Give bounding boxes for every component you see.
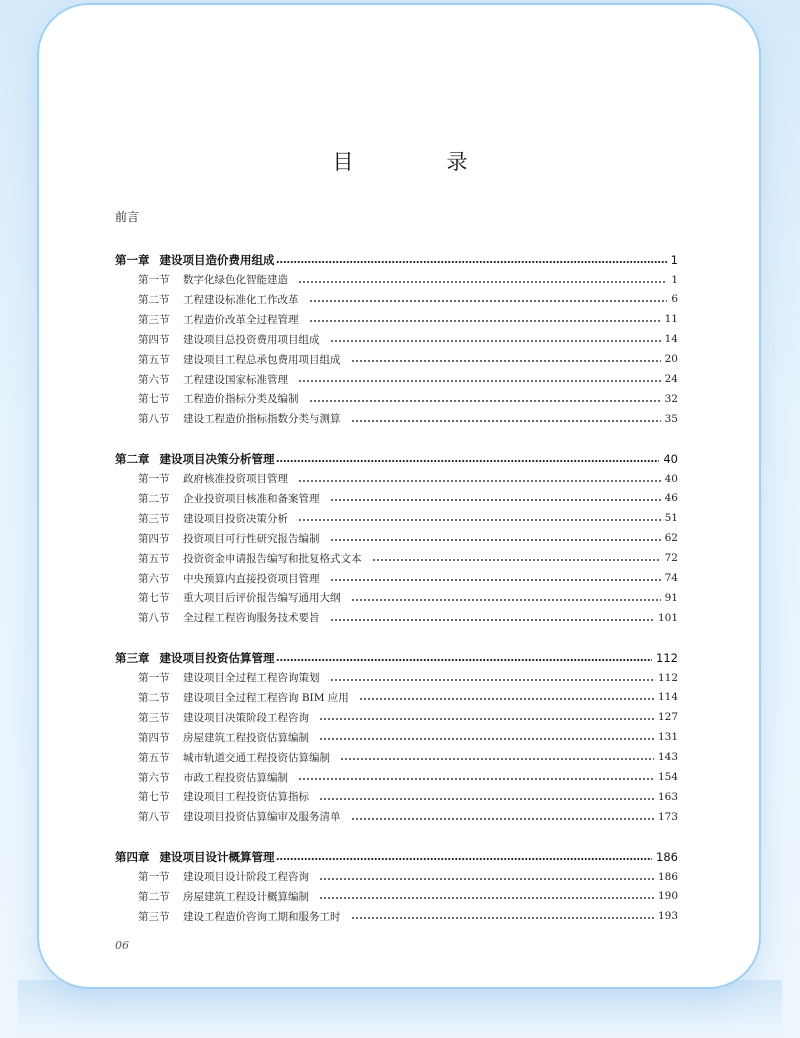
toc-section-row [115, 369, 678, 389]
section-page: 74 [664, 572, 678, 584]
section-number: 第一节 [138, 672, 170, 684]
toc-section-row [115, 270, 678, 290]
chapter-page: 40 [663, 452, 678, 466]
leader-dots [298, 508, 661, 528]
toc-section-row [115, 608, 678, 628]
section-title: 市政工程投资估算编制 [183, 771, 288, 784]
section-title: 工程建设国家标准管理 [183, 373, 288, 386]
section-number: 第六节 [138, 572, 170, 585]
chapter-number: 第二章 [115, 452, 150, 466]
toc-section-row [115, 668, 678, 688]
leader-dots [319, 787, 654, 807]
toc-section-row [115, 747, 678, 767]
section-number: 第二节 [138, 691, 170, 704]
toc-section-row [115, 469, 678, 489]
section-page: 11 [664, 313, 678, 326]
chapter-title: 建设项目设计概算管理 [159, 850, 275, 864]
section-page: 173 [657, 810, 678, 823]
leader-dots [319, 707, 654, 727]
section-number: 第七节 [138, 592, 170, 605]
leader-dots [276, 648, 653, 668]
section-number: 第一节 [138, 274, 170, 286]
section-number: 第四节 [138, 532, 170, 545]
section-number: 第三节 [138, 910, 170, 923]
section-title: 建设项目全过程工程咨询 BIM 应用 [183, 691, 349, 704]
toc-section-row [115, 787, 678, 807]
leader-dots [309, 289, 668, 309]
section-page: 112 [657, 671, 678, 684]
leader-dots [319, 727, 654, 747]
leader-dots [330, 329, 661, 349]
leader-dots [298, 767, 654, 787]
section-title: 建设项目投资估算编审及服务清单 [183, 811, 341, 824]
section-page: 163 [657, 790, 678, 803]
section-page: 127 [657, 711, 678, 724]
section-title: 工程造价指标分类及编制 [183, 393, 299, 406]
toc-section-row [115, 886, 678, 906]
section-number: 第一节 [138, 871, 170, 883]
section-page: 24 [664, 373, 678, 385]
toc-section-row [115, 488, 678, 508]
toc-section-row [115, 687, 678, 707]
leader-dots [309, 309, 661, 329]
section-page: 32 [664, 392, 678, 405]
chapter-page: 186 [656, 850, 678, 864]
toc-chapter-row [115, 847, 678, 867]
section-number: 第七节 [138, 791, 170, 804]
section-number: 第五节 [138, 751, 170, 764]
chapter-title: 建设项目投资估算管理 [159, 651, 275, 665]
section-title: 建设项目全过程工程咨询策划 [183, 672, 320, 684]
chapter-title: 建设项目决策分析管理 [159, 452, 275, 466]
page-number: 06 [115, 939, 129, 952]
toc-section-row [115, 707, 678, 727]
toc-section-row [115, 548, 678, 568]
section-number: 第二节 [138, 890, 170, 903]
section-title: 全过程工程咨询服务技术要旨 [183, 612, 320, 625]
chapter-title: 建设项目造价费用组成 [159, 253, 275, 267]
chapter-number: 第三章 [115, 651, 150, 665]
section-title: 建设工程造价咨询工期和服务工时 [183, 910, 341, 923]
section-title: 工程造价改革全过程管理 [183, 313, 299, 326]
section-title: 投资资金申请报告编写和批复格式文本 [183, 552, 362, 565]
section-title: 数字化绿色化智能建造 [183, 274, 288, 286]
toc-section-row [115, 508, 678, 528]
section-title: 建设项目总投资费用项目组成 [183, 333, 320, 346]
leader-dots [298, 369, 661, 389]
toc-section-row [115, 906, 678, 926]
leader-dots [276, 250, 667, 270]
leader-dots [298, 469, 661, 489]
chapter-number: 第一章 [115, 253, 150, 267]
leader-dots [330, 608, 654, 628]
section-page: 91 [664, 591, 678, 604]
toc-chapter-row [115, 250, 678, 270]
leader-dots [351, 409, 661, 429]
chapter-page: 1 [670, 253, 678, 267]
section-page: 186 [657, 870, 678, 883]
section-number: 第二节 [138, 492, 170, 505]
toc-section-row [115, 867, 678, 887]
section-title: 企业投资项目核准和备案管理 [183, 492, 320, 505]
leader-dots [276, 847, 653, 867]
leader-dots [319, 867, 654, 887]
section-page: 35 [664, 412, 678, 425]
section-page: 14 [664, 333, 678, 346]
leader-dots [309, 389, 661, 409]
toc-chapter-row [115, 449, 678, 469]
section-title: 重大项目后评价报告编写通用大纲 [183, 592, 341, 605]
section-title: 建设工程造价指标指数分类与测算 [183, 413, 341, 426]
section-number: 第八节 [138, 413, 170, 426]
toc-section-row [115, 528, 678, 548]
section-number: 第八节 [138, 811, 170, 824]
section-title: 中央预算内直接投资项目管理 [183, 572, 320, 585]
leader-dots [330, 528, 661, 548]
toc-preface: 前言 [115, 210, 140, 224]
section-page: 154 [657, 771, 678, 783]
section-page: 72 [664, 552, 678, 565]
toc-section-row [115, 568, 678, 588]
section-title: 建设项目工程投资估算指标 [183, 791, 309, 804]
section-number: 第三节 [138, 313, 170, 326]
leader-dots [351, 906, 654, 926]
section-number: 第六节 [138, 771, 170, 784]
section-page: 143 [657, 751, 678, 764]
section-page: 1 [671, 273, 678, 286]
section-title: 工程建设标准化工作改革 [183, 293, 299, 306]
leader-dots [330, 568, 661, 588]
section-page: 51 [664, 512, 678, 525]
section-page: 20 [664, 353, 678, 366]
toc-section-row [115, 807, 678, 827]
toc-section-row [115, 767, 678, 787]
section-number: 第四节 [138, 333, 170, 346]
section-number: 第七节 [138, 393, 170, 406]
leader-dots [276, 449, 660, 469]
leader-dots [351, 588, 661, 608]
chapter-page: 112 [656, 651, 678, 665]
toc-section-row [115, 727, 678, 747]
toc-section-row [115, 389, 678, 409]
section-title: 投资项目可行性研究报告编制 [183, 532, 320, 545]
section-title: 房屋建筑工程设计概算编制 [183, 890, 309, 903]
section-number: 第一节 [138, 473, 170, 485]
toc-section-row [115, 409, 678, 429]
section-page: 40 [664, 472, 678, 485]
section-title: 城市轨道交通工程投资估算编制 [183, 751, 330, 764]
toc-section-row [115, 349, 678, 369]
section-title: 建设项目投资决策分析 [183, 512, 288, 525]
section-number: 第五节 [138, 353, 170, 366]
section-number: 第三节 [138, 512, 170, 525]
leader-dots [359, 687, 654, 707]
section-number: 第四节 [138, 731, 170, 744]
section-number: 第五节 [138, 552, 170, 565]
leader-dots [351, 807, 654, 827]
leader-dots [372, 548, 661, 568]
toc-section-row [115, 329, 678, 349]
section-title: 建设项目决策阶段工程咨询 [183, 711, 309, 724]
section-page: 114 [657, 691, 678, 704]
section-title: 房屋建筑工程投资估算编制 [183, 731, 309, 744]
leader-dots [340, 747, 654, 767]
leader-dots [330, 488, 661, 508]
section-page: 46 [664, 492, 678, 505]
chapter-number: 第四章 [115, 850, 150, 864]
leader-dots [298, 270, 667, 290]
toc-section-row [115, 588, 678, 608]
section-number: 第八节 [138, 612, 170, 625]
section-page: 190 [657, 890, 678, 903]
section-number: 第六节 [138, 373, 170, 386]
toc-chapter-row [115, 648, 678, 668]
section-page: 101 [657, 611, 678, 624]
section-page: 62 [664, 532, 678, 545]
page-title: 目 录 [332, 150, 504, 174]
leader-dots [319, 886, 654, 906]
section-number: 第二节 [138, 293, 170, 306]
section-page: 6 [671, 293, 678, 306]
section-page: 131 [657, 731, 678, 744]
toc-section-row [115, 309, 678, 329]
section-title: 建设项目工程总承包费用项目组成 [183, 353, 341, 366]
toc-section-row [115, 289, 678, 309]
section-title: 政府核准投资项目管理 [183, 473, 288, 485]
leader-dots [330, 668, 654, 688]
section-page: 193 [657, 910, 678, 923]
section-title: 建设项目设计阶段工程咨询 [183, 871, 309, 883]
section-number: 第三节 [138, 711, 170, 724]
leader-dots [351, 349, 661, 369]
